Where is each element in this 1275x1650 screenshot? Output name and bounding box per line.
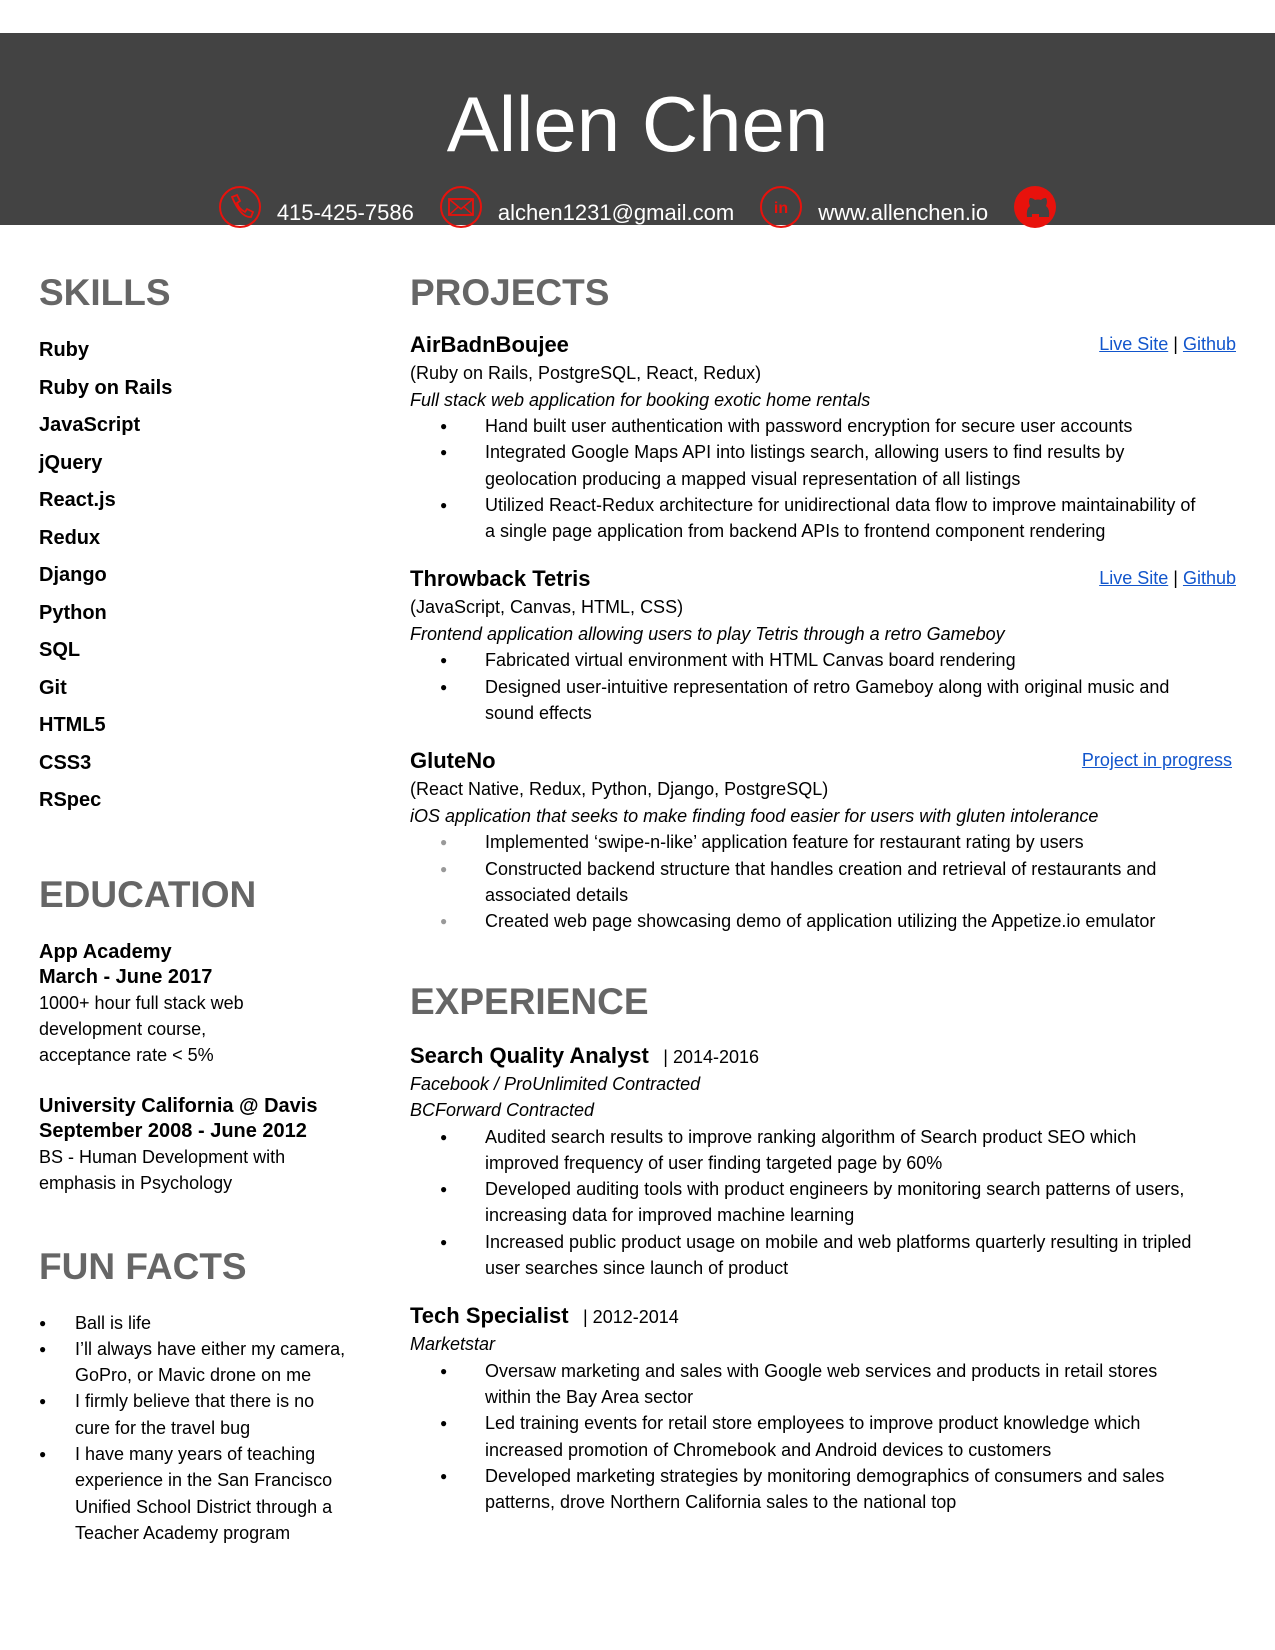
bullet-item — [410, 492, 1240, 545]
skill-item: React.js — [39, 489, 116, 511]
project-links — [1099, 568, 1236, 589]
education-description-line: BS - Human Development with — [39, 1146, 286, 1167]
bullet-item — [410, 1176, 1240, 1229]
project-bullets — [410, 413, 1240, 544]
project-summary: Frontend application allowing users to play Tetris through a retro Gameboy — [410, 623, 1005, 644]
bullet-item — [410, 856, 1240, 909]
school-name: University California @ Davis — [39, 1094, 318, 1117]
job-role: Search Quality Analyst — [410, 1042, 649, 1068]
bullet-line: improved frequency of user finding targeted page by 60% — [485, 1152, 943, 1173]
education-dates: March - June 2017 — [39, 965, 213, 988]
job-role: Tech Specialist — [410, 1303, 569, 1329]
bullet-line: ● Fabricated virtual environment with HTML Canvas board rendering — [485, 650, 1016, 671]
fun-fact-line: GoPro, or Mavic drone on me — [75, 1365, 312, 1386]
linkedin-icon[interactable] — [758, 184, 804, 230]
bullet-line: ● Audited search results to improve ranking algorithm of Search product SEO which — [485, 1126, 1137, 1147]
bullet-line: ● Oversaw marketing and sales with Google web services and products in retail stores — [485, 1360, 1158, 1381]
skill-item: CSS3 — [39, 751, 92, 774]
bullet-item — [410, 1410, 1240, 1463]
project-tech: (React Native, Redux, Python, Django, PostgreSQL) — [410, 779, 829, 800]
skills-title: SKILLS — [39, 272, 171, 313]
fun-fact-line: ● I’ll always have either my camera, — [75, 1338, 346, 1359]
project-entry — [410, 330, 1240, 544]
bullet-line: ● Led training events for retail store employees to improve product knowledge which — [485, 1413, 1141, 1434]
company-name: BCForward Contracted — [410, 1100, 595, 1121]
project-name: Throwback Tetris — [410, 566, 591, 592]
skill-item: Ruby on Rails — [39, 376, 173, 399]
education-description-line: emphasis in Psychology — [39, 1172, 233, 1193]
bullet-item — [410, 647, 1240, 673]
bullet-line: ● Developed marketing strategies by monitoring demographics of consumers and sales — [485, 1466, 1165, 1487]
bullet-line: ● Designed user-intuitive representation of retro Gameboy along with original music and — [485, 676, 1170, 697]
name-heading: Allen Chen — [446, 80, 829, 168]
experience-title: EXPERIENCE — [410, 980, 649, 1022]
education-entry — [39, 1094, 369, 1196]
fun-fact-line: ● I firmly believe that there is no — [75, 1391, 315, 1412]
skill-item: Python — [39, 601, 107, 624]
bullet-line: ● Developed auditing tools with product engineers by monitoring search patterns of users, — [485, 1179, 1185, 1200]
company-name: Marketstar — [410, 1334, 496, 1355]
project-links — [1082, 750, 1232, 771]
fun-fact-item — [39, 1441, 369, 1546]
bullet-line: increased promotion of Chromebook and Android devices to customers — [485, 1439, 1052, 1460]
projects-title: PROJECTS — [410, 272, 610, 313]
bullet-item — [410, 674, 1240, 727]
company-name: Facebook / ProUnlimited Contracted — [410, 1073, 701, 1094]
bullet-line: ● Utilized React-Redux architecture for unidirectional data flow to improve maintainability of — [485, 494, 1196, 515]
fun-fact-item — [39, 1388, 369, 1441]
experience-header — [410, 1301, 1240, 1331]
project-bullets — [410, 647, 1240, 726]
bullet-line: ● Hand built user authentication with password encryption for secure user accounts — [485, 416, 1133, 436]
bullet-line: a single page application from backend APIs to frontend component rendering — [485, 521, 1106, 542]
education-dates: September 2008 - June 2012 — [39, 1119, 307, 1142]
link-separator: | — [1173, 334, 1178, 354]
skill-item: Ruby — [39, 339, 89, 361]
project-tech: (Ruby on Rails, PostgreSQL, React, Redux) — [410, 363, 762, 383]
link-separator: | — [1173, 568, 1178, 589]
experience-bullets — [410, 1358, 1240, 1516]
fun-fact-item — [39, 1310, 369, 1336]
project-header — [410, 564, 1240, 594]
fun-facts-title: FUN FACTS — [39, 1245, 247, 1287]
bullet-item — [410, 413, 1240, 439]
project-bullets — [410, 829, 1240, 934]
skills-list — [39, 332, 369, 820]
project-header — [410, 330, 1240, 360]
project-name: AirBadnBoujee — [410, 332, 569, 357]
education-entry — [39, 940, 369, 1068]
bullet-item — [410, 908, 1240, 934]
email-address[interactable]: alchen1231@gmail.com — [497, 200, 735, 225]
skill-item: HTML5 — [39, 714, 106, 736]
mail-icon[interactable] — [438, 184, 484, 230]
project-links — [1099, 334, 1236, 355]
right-column — [410, 262, 1240, 1516]
skill-item: Git — [39, 676, 67, 699]
school-name: App Academy — [39, 940, 172, 963]
bullet-line: associated details — [485, 884, 629, 905]
fun-fact-line: ● Ball is life — [75, 1312, 152, 1333]
svg-text:in: in — [774, 200, 789, 217]
bullet-item — [410, 1358, 1240, 1411]
job-years: | 2012-2014 — [583, 1307, 679, 1328]
fun-fact-line: Teacher Academy program — [75, 1522, 291, 1543]
experience-entry — [410, 1301, 1240, 1515]
github-link[interactable]: Github — [1182, 334, 1236, 354]
education-title: EDUCATION — [39, 873, 257, 915]
experience-header — [410, 1041, 1240, 1071]
fun-facts-list — [39, 1310, 369, 1547]
education-description-line: development course, — [39, 1018, 207, 1039]
fun-fact-line: cure for the travel bug — [75, 1417, 251, 1438]
project-tech: (JavaScript, Canvas, HTML, CSS) — [410, 597, 684, 618]
skill-item: Django — [39, 564, 107, 586]
live-site-link[interactable]: Live Site — [1099, 334, 1169, 354]
bullet-item — [410, 439, 1240, 492]
project-header — [410, 746, 1240, 776]
bullet-item — [410, 1229, 1240, 1282]
left-column — [39, 262, 369, 1546]
skill-item: RSpec — [39, 789, 102, 811]
project-in-progress-link[interactable]: Project in progress — [1081, 750, 1232, 771]
skill-item: JavaScript — [39, 414, 141, 436]
header-banner — [0, 33, 1275, 225]
phone-icon[interactable] — [217, 184, 263, 230]
fun-fact-item — [39, 1336, 369, 1389]
project-summary: Full stack web application for booking exotic home rentals — [410, 389, 871, 410]
github-icon[interactable] — [1012, 184, 1058, 230]
project-entry — [410, 564, 1240, 726]
bullet-line: ● Increased public product usage on mobile and web platforms quarterly resulting in tripled — [485, 1231, 1192, 1252]
project-name: GluteNo — [410, 748, 496, 774]
bullet-line: user searches since launch of product — [485, 1258, 789, 1279]
bullet-line: ● Constructed backend structure that handles creation and retrieval of restaurants and — [485, 858, 1157, 879]
contact-bar — [0, 181, 1275, 233]
bullet-line: patterns, drove Northern California sales to the national top — [485, 1492, 957, 1513]
education-description-line: 1000+ hour full stack web — [39, 992, 244, 1013]
bullet-line: geolocation producing a mapped visual representation of all listings — [485, 468, 1021, 489]
education-description-line: acceptance rate < 5% — [39, 1044, 214, 1065]
experience-entry — [410, 1041, 1240, 1282]
github-link[interactable]: Github — [1182, 568, 1236, 589]
bullet-line: within the Bay Area sector — [485, 1387, 694, 1408]
bullet-item — [410, 829, 1240, 855]
website-link[interactable]: www.allenchen.io — [818, 200, 989, 225]
phone-number[interactable]: 415-425-7586 — [276, 200, 414, 225]
bullet-item — [410, 1124, 1240, 1177]
skill-item: SQL — [39, 639, 81, 661]
fun-fact-line: Unified School District through a — [75, 1496, 333, 1517]
project-entry — [410, 746, 1240, 934]
live-site-link[interactable]: Live Site — [1099, 568, 1169, 589]
skill-item: jQuery — [39, 451, 103, 474]
project-summary: iOS application that seeks to make finding food easier for users with gluten intolerance — [410, 805, 1099, 826]
bullet-line: ● Implemented ‘swipe-n-like’ application feature for restaurant rating by users — [485, 832, 1084, 853]
bullet-item — [410, 1463, 1240, 1516]
fun-fact-line: ● I have many years of teaching — [75, 1443, 316, 1464]
bullet-line: sound effects — [485, 703, 592, 724]
bullet-line: ● Created web page showcasing demo of application utilizing the Appetize.io emulator — [485, 911, 1156, 932]
job-years: | 2014-2016 — [663, 1046, 760, 1067]
bullet-line: increasing data for improved machine learning — [485, 1205, 855, 1226]
skill-item: Redux — [39, 526, 101, 549]
bullet-line: ● Integrated Google Maps API into listings search, allowing users to find results by — [485, 442, 1125, 463]
fun-fact-line: experience in the San Francisco — [75, 1470, 333, 1491]
experience-bullets — [410, 1124, 1240, 1282]
